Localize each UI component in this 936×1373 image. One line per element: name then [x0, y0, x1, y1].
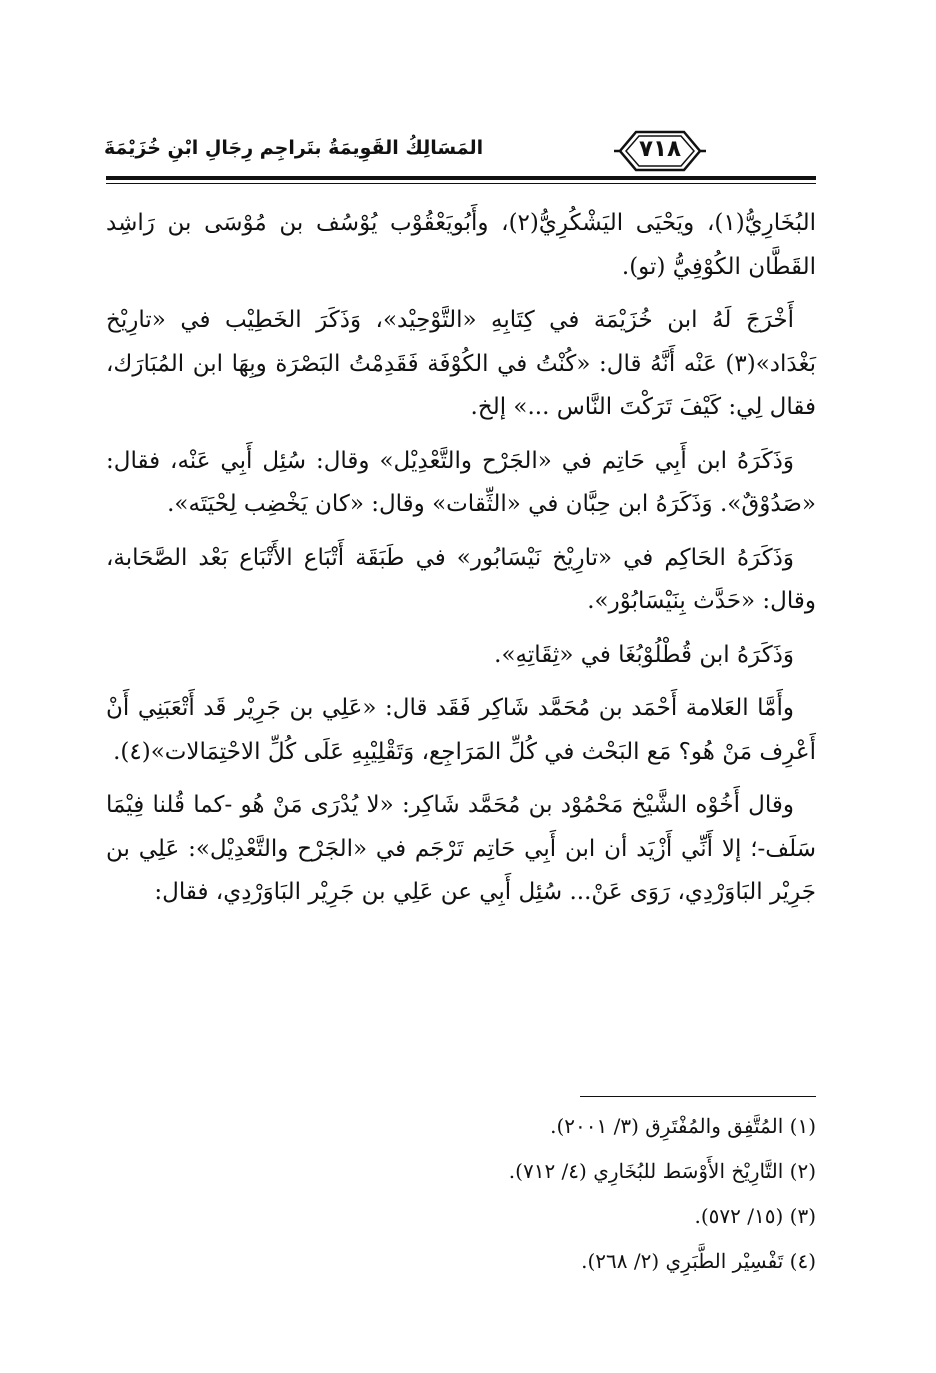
page-number: ٧١٨ [638, 136, 682, 162]
header-rule-thin [106, 183, 816, 184]
footnotes [106, 1104, 816, 1284]
footnote: (٣) (١٥/ ٥٧٢). [694, 1204, 816, 1228]
paragraph: وَذَكَرَهُ ابن قُطْلُوْبُغَا في «ثِقَاتِهِ». [494, 641, 794, 668]
footnote: (٤) تَفْسِيْر الطَّبَرِي (٢/ ٢٦٨). [581, 1249, 816, 1273]
footnote: (١) المُتَّفِق والمُفْتَرِق (٣/ ٢٠٠١). [550, 1114, 816, 1138]
running-header-title: المَسَالِكُ القَوِيمَةُ بتَراجِم رِجَالِ ابْنِ خُزَيْمَةَ [104, 137, 484, 159]
paragraph: البُخَارِيُّ(١)، ويَحْيَى اليَشْكُرِيُّ(٢)، وأَبُويَعْقُوْب يُوْسُف بن مُوْسَى بن رَاشِد القَطَّان الكُوْفِيُّ (تو). [106, 210, 816, 280]
footnote-separator [580, 1096, 816, 1097]
page-number-badge [612, 128, 708, 174]
paragraph: وقال أَخُوْه الشَّيْخ مَحْمُوْد بن مُحَمَّد شَاكِر: «لا يُدْرَى مَنْ هُو -كما قُلنا فِيْمَا سَلَف-؛ إلا أَنِّي أَزْيَد أن ابن أَبِي حَاتِم تَرْجَم في «الجَرْح والتَّعْدِيْل»: عَلِي بن جَرِيْر البَاوَرْدِي، رَوَى عَنْ... سُئِل أَبِي عن عَلِي بن جَرِيْر البَاوَرْدِي، فقال: [106, 792, 816, 905]
main-text [106, 202, 816, 925]
header-rule-thick [106, 176, 816, 180]
paragraph: وَذَكَرَهُ الحَاكِم في «تارِيْخ نَيْسَابُور» في طَبَقَة أَتْبَاع الأَتْبَاع بَعْد الصَّحَابة، وقال: «حَدَّث بِنَيْسَابُوْر». [106, 544, 816, 614]
paragraph: وَذَكَرَهُ ابن أَبِي حَاتِم في «الجَرْح والتَّعْدِيْل» وقال: سُئِل أَبِي عَنْه، فقال: «صَدُوْقٌ». وَذَكَرَهُ ابن حِبَّان في «الثِّقات» وقال: «كان يَخْضِب لِحْيَتَه». [106, 447, 816, 517]
footnote: (٢) التَّارِيْخ الأَوْسَط للبُخَارِي (٤/ ٧١٢). [508, 1159, 816, 1183]
paragraph: أَخْرَجَ لَهُ ابن خُزَيْمَة في كِتَابِهِ «التَّوْحِيْد»، وَذَكَرَ الخَطِيْب في «تارِيْخ بَغْدَاد»(٣) عَنْه أَنَّهُ قال: «كُنْتُ في الكُوْفَة فَقَدِمْتُ البَصْرَة وبِهَا ابن المُبَارَك، فقال لِي: كَيْفَ تَرَكْتَ النَّاس ...» إلخ. [106, 307, 816, 420]
paragraph: وأَمَّا العَلامة أَحْمَد بن مُحَمَّد شَاكِر فَقَد قال: «عَلِي بن جَرِيْر قَد أَتْعَبَنِي أَنْ أَعْرِف مَنْ هُو؟ مَع البَحْث في كُلِّ المَرَاجِع، وَتَقْلِيْبِهِ عَلَى كُلِّ الاحْتِمَالات»(٤). [106, 695, 816, 765]
